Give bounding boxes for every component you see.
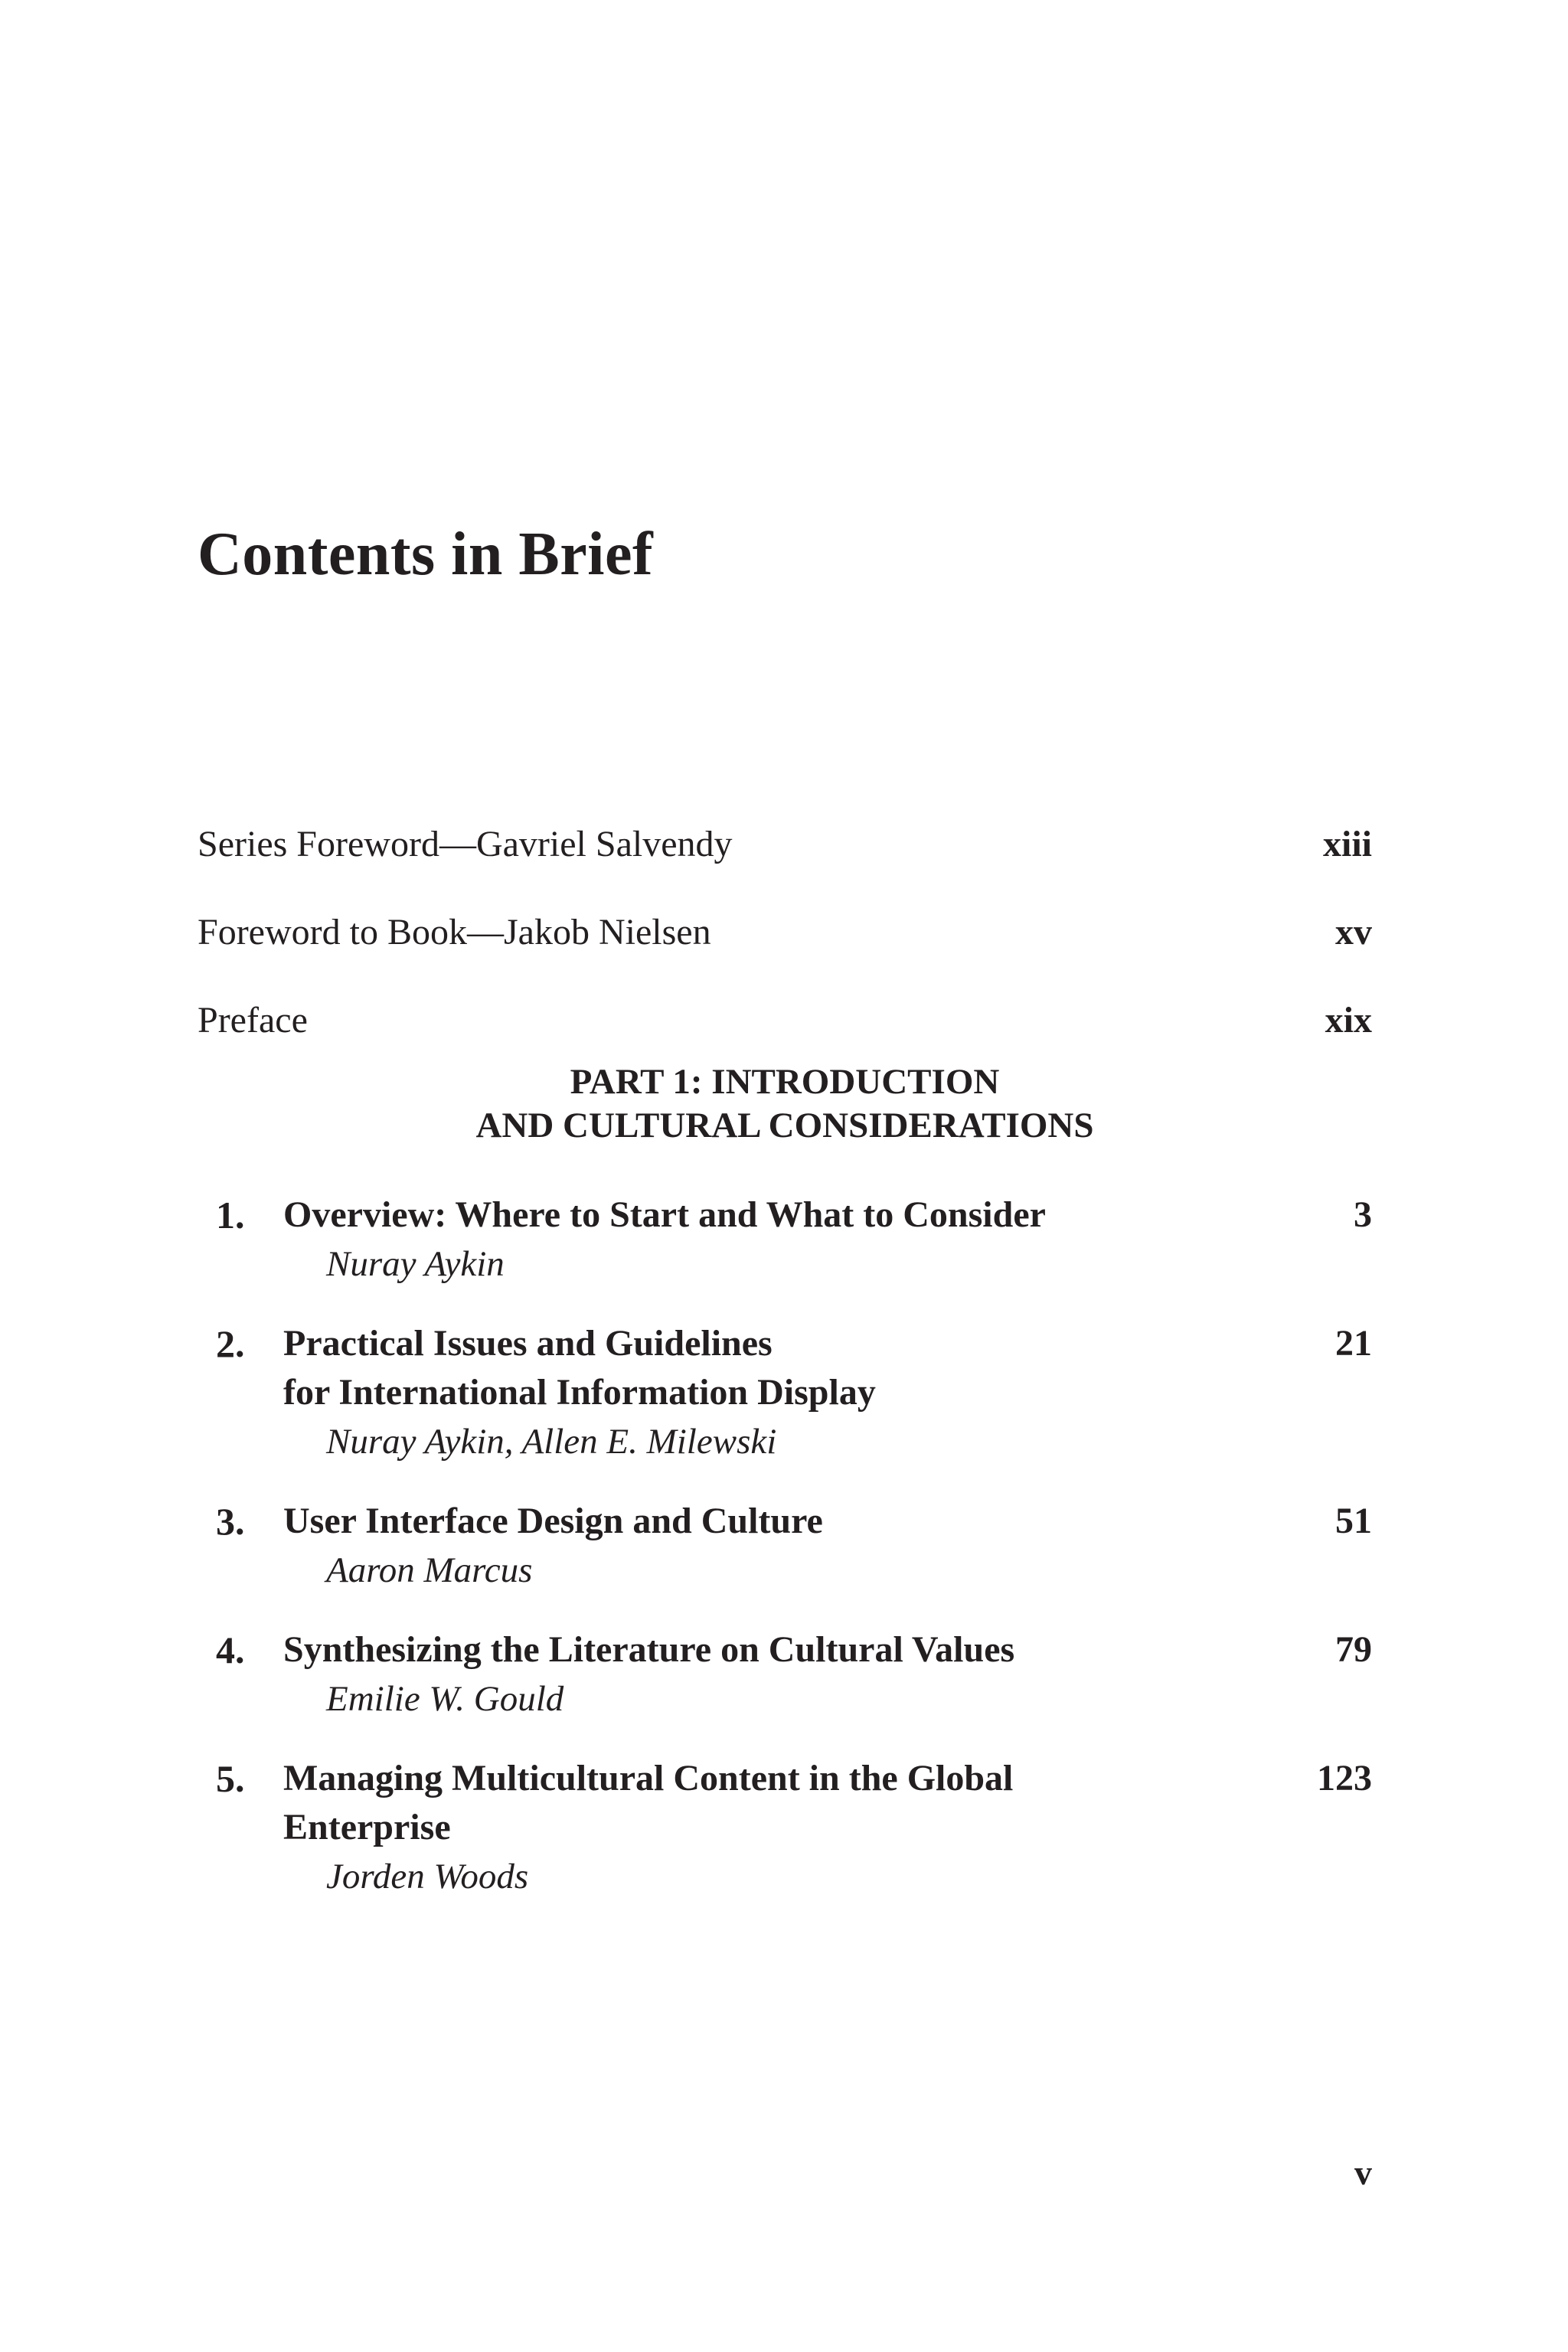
toc-entry-title: Series Foreword—Gavriel Salvendy bbox=[198, 824, 733, 864]
chapter-author: Emilie W. Gould bbox=[326, 1679, 564, 1719]
toc-entry-page-number: xix bbox=[1325, 1000, 1372, 1040]
chapter-author: Jorden Woods bbox=[326, 1857, 529, 1896]
chapter-title bbox=[283, 1625, 1302, 1674]
part-heading-line-2: AND CULTURAL CONSIDERATIONS bbox=[475, 1106, 1094, 1145]
chapter-number: 1. bbox=[216, 1194, 245, 1236]
toc-entry-foreword[interactable] bbox=[198, 906, 1372, 959]
toc-entry-title: Foreword to Book—Jakob Nielsen bbox=[198, 912, 711, 952]
chapter-title-line: for International Information Display bbox=[283, 1372, 876, 1413]
chapter-title-line: Overview: Where to Start and What to Consider bbox=[283, 1194, 1046, 1235]
chapter-page-number: 123 bbox=[1317, 1758, 1372, 1798]
toc-entry-series-foreword[interactable] bbox=[198, 818, 1372, 871]
chapter-title-line: Synthesizing the Literature on Cultural Values bbox=[283, 1629, 1015, 1670]
chapter-title-line: Enterprise bbox=[283, 1807, 451, 1847]
chapter-number: 2. bbox=[216, 1322, 245, 1365]
chapter-title bbox=[283, 1191, 1302, 1240]
chapter-author: Aaron Marcus bbox=[326, 1550, 533, 1590]
page-title: Contents in Brief bbox=[198, 521, 654, 588]
chapter-page-number: 3 bbox=[1354, 1194, 1372, 1235]
toc-entry-page-number: xiii bbox=[1322, 824, 1372, 864]
part-heading bbox=[198, 1060, 1372, 1148]
page-folio: v bbox=[1354, 2153, 1372, 2192]
toc-entry-preface[interactable] bbox=[198, 994, 1372, 1047]
chapter-title-line: Practical Issues and Guidelines bbox=[283, 1323, 773, 1364]
chapter-number: 3. bbox=[216, 1500, 245, 1543]
chapter-author: Nuray Aykin, Allen E. Milewski bbox=[326, 1422, 777, 1462]
chapter-page-number: 51 bbox=[1335, 1501, 1372, 1541]
chapter-title-line: Managing Multicultural Content in the Global bbox=[283, 1758, 1014, 1798]
chapter-title bbox=[283, 1319, 1302, 1417]
part-heading-line-1: PART 1: INTRODUCTION bbox=[570, 1062, 1000, 1102]
toc-entry-page-number: xv bbox=[1335, 912, 1372, 952]
chapter-title-line: User Interface Design and Culture bbox=[283, 1501, 823, 1541]
chapter-page-number: 79 bbox=[1335, 1629, 1372, 1670]
chapter-number: 4. bbox=[216, 1628, 245, 1671]
chapter-title bbox=[283, 1754, 1302, 1852]
chapter-title bbox=[283, 1497, 1302, 1546]
toc-entry-title: Preface bbox=[198, 1000, 308, 1040]
chapter-author: Nuray Aykin bbox=[326, 1244, 505, 1284]
chapter-page-number: 21 bbox=[1335, 1323, 1372, 1364]
chapter-number: 5. bbox=[216, 1757, 245, 1800]
